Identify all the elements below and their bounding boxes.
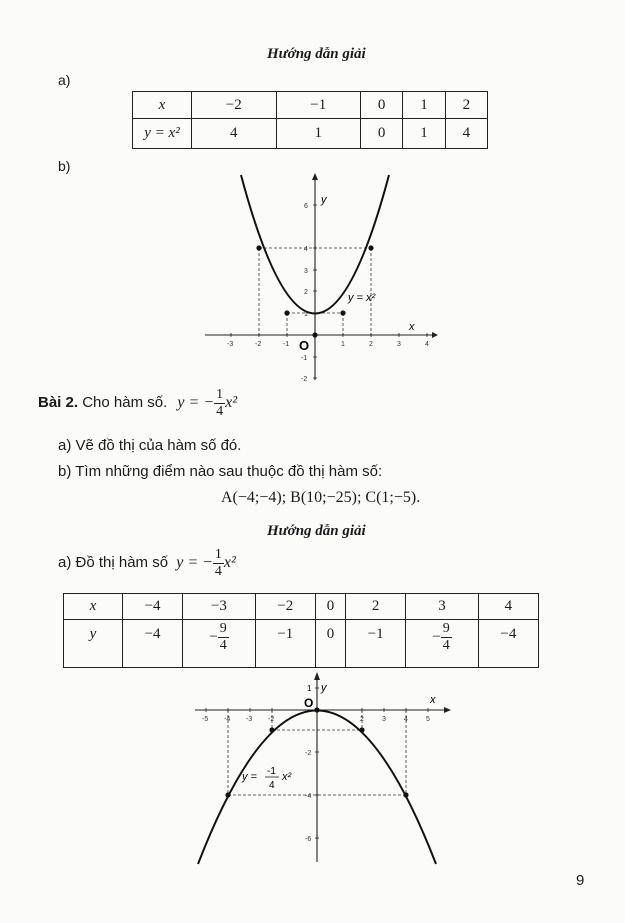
part-label-b: b)	[58, 158, 71, 174]
value-table-1	[132, 91, 488, 149]
origin-label: O	[299, 338, 310, 353]
data-point	[359, 727, 364, 732]
part-2a-intro	[58, 548, 236, 579]
x-tick-label: -2	[255, 341, 262, 348]
exercise-title: Bài 2.	[38, 394, 79, 412]
y-axis-arrow-icon	[314, 672, 320, 680]
formula-rhs: x²	[223, 554, 236, 572]
points-list: A(−4;−4); B(10;−25); C(1;−5).	[221, 489, 421, 506]
y-tick-label: 6	[304, 203, 308, 210]
page-number: 9	[576, 872, 585, 889]
y-tick-label: 1	[304, 311, 308, 318]
table-cell: 0	[315, 594, 345, 620]
solution-heading-2: Hướng dẫn giải	[267, 523, 366, 539]
y-tick-label: 3	[304, 268, 308, 275]
data-point	[314, 707, 319, 712]
formula-lhs: y = −	[177, 394, 215, 412]
x-axis-arrow-icon	[432, 332, 438, 338]
curve-label-denominator: 4	[269, 780, 275, 791]
table-cell: 2	[445, 92, 487, 119]
formula-rhs: x²	[225, 394, 238, 412]
table-cell: 1	[403, 119, 445, 149]
exercise-2-part-a: a) Vẽ đồ thị của hàm số đó.	[58, 437, 242, 454]
table-cell: 4	[192, 119, 277, 149]
fraction-denominator: 4	[219, 638, 227, 653]
fraction-numerator: 9	[219, 621, 227, 636]
curve-label	[241, 766, 292, 791]
exercise-intro: Cho hàm số.	[82, 394, 168, 412]
x-tick-label: -2	[268, 716, 275, 723]
table-cell: −1	[346, 620, 406, 668]
y-tick-label: -2	[305, 750, 312, 757]
table-header-cell: y	[64, 620, 123, 668]
function-formula	[177, 387, 238, 419]
y-tick-label: -1	[301, 355, 308, 362]
x-tick-label: -5	[202, 716, 209, 723]
table-cell: −3	[183, 594, 256, 620]
table-cell: 4	[445, 119, 487, 149]
data-point	[225, 792, 230, 797]
table-cell-fraction	[183, 620, 256, 668]
fraction-sign: −	[209, 628, 218, 645]
table-cell: 0	[361, 119, 403, 149]
origin-label: O	[304, 696, 314, 710]
table-row-y	[133, 119, 488, 149]
table-cell-fraction	[406, 620, 479, 668]
data-point	[269, 727, 274, 732]
y-tick-label: 4	[304, 246, 308, 253]
data-point	[403, 792, 408, 797]
y-tick-label: 2	[304, 289, 308, 296]
part-2a-text: a) Đồ thị hàm số	[58, 554, 169, 572]
table-cell: 1	[276, 119, 361, 149]
data-point	[312, 332, 317, 337]
table-cell: −1	[255, 620, 315, 668]
fraction-denominator: 4	[216, 404, 224, 419]
x-tick-label: -4	[224, 716, 231, 723]
table-cell: 4	[478, 594, 538, 620]
y-tick-label: 1	[307, 684, 312, 693]
curve-label-numerator: -1	[267, 766, 276, 777]
y-tick-label: -6	[305, 836, 312, 843]
y-axis-label: y	[321, 194, 327, 206]
part-label-a: a)	[58, 72, 71, 88]
fraction-denominator: 4	[442, 638, 450, 653]
exercise-2-statement	[38, 388, 237, 419]
curve-label-rhs: x²	[282, 771, 292, 783]
data-point	[340, 310, 345, 315]
table-header-cell: x	[133, 92, 192, 119]
fraction-numerator: 1	[216, 387, 224, 402]
curve-label-lhs: y =	[242, 771, 257, 783]
fraction-numerator: 1	[214, 547, 222, 562]
table-cell: 3	[406, 594, 479, 620]
table-cell: 0	[315, 620, 345, 668]
solution-heading: Hướng dẫn giải	[267, 46, 366, 62]
x-axis-label: x	[430, 694, 436, 706]
fraction-denominator: 4	[214, 564, 222, 579]
x-tick-label: 1	[341, 341, 345, 348]
table-cell: −4	[478, 620, 538, 668]
y-axis-arrow-icon	[312, 173, 318, 180]
x-axis-arrow-icon	[444, 707, 451, 713]
x-tick-label: -3	[227, 341, 234, 348]
x-tick-label: -3	[246, 716, 253, 723]
table-row-y	[64, 620, 539, 668]
data-point	[284, 310, 289, 315]
table-cell: 0	[361, 92, 403, 119]
table-cell: −2	[255, 594, 315, 620]
parabola-graph-1	[200, 170, 440, 385]
y-tick-label: -2	[301, 376, 308, 383]
table-header-cell: y = x²	[133, 119, 192, 149]
table-cell: 1	[403, 92, 445, 119]
y-tick-label: -4	[305, 793, 312, 800]
table-cell: 2	[346, 594, 406, 620]
parabola-graph-2	[190, 670, 455, 865]
fraction-numerator: 9	[442, 621, 450, 636]
value-table-2	[63, 593, 539, 668]
function-formula-2	[176, 547, 236, 579]
exercise-2-part-b: b) Tìm những điểm nào sau thuộc đồ thị hàm số:	[58, 463, 383, 480]
x-tick-label: 5	[426, 716, 430, 723]
x-tick-label: 2	[360, 716, 364, 723]
x-tick-label: 4	[404, 716, 408, 723]
data-point	[368, 245, 373, 250]
table-cell: −4	[123, 594, 183, 620]
formula-lhs: y = −	[176, 554, 213, 572]
table-header-cell: x	[64, 594, 123, 620]
table-cell: −2	[192, 92, 277, 119]
x-tick-label: 3	[382, 716, 386, 723]
x-axis-label: x	[409, 321, 415, 333]
table-cell: −4	[123, 620, 183, 668]
table-cell: −1	[276, 92, 361, 119]
data-point	[256, 245, 261, 250]
table-row-x	[64, 594, 539, 620]
x-tick-label: 3	[397, 341, 401, 348]
x-tick-label: -1	[283, 341, 290, 348]
y-axis-label: y	[321, 682, 327, 694]
x-tick-label: 2	[369, 341, 373, 348]
x-tick-label: 4	[425, 341, 429, 348]
fraction-sign: −	[432, 628, 441, 645]
table-row-x	[133, 92, 488, 119]
curve-label: y = x²	[348, 292, 376, 304]
